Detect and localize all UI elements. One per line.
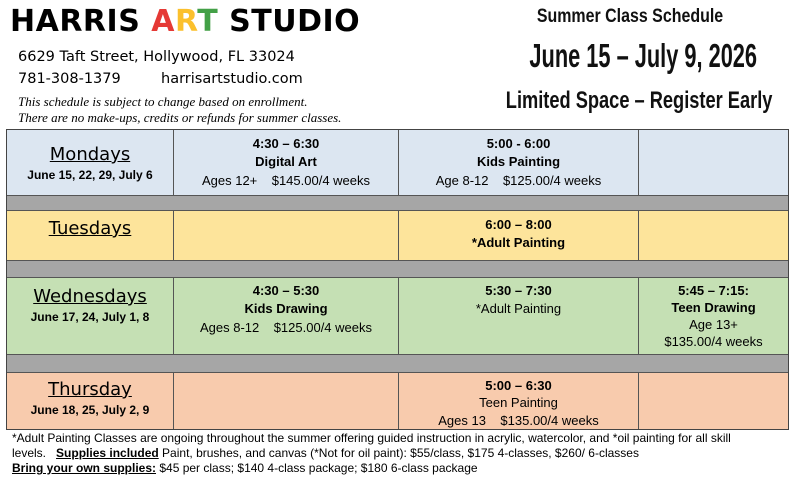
empty-cell — [174, 211, 399, 260]
day-cell-wednesday: Wednesdays June 17, 24, July 1, 8 — [7, 278, 174, 354]
website-link[interactable]: harrisartstudio.com — [161, 71, 303, 87]
header — [0, 0, 794, 128]
day-cell-tuesday: Tuesdays — [7, 211, 174, 260]
byo-supplies-note: Bring your own supplies: $45 per class; $140 4-class package; $180 6-class package — [12, 461, 478, 475]
schedule-title: Summer Class Schedule — [536, 6, 724, 27]
table-row — [7, 278, 788, 354]
row-separator — [7, 354, 788, 373]
empty-cell — [174, 373, 399, 429]
class-cell: 5:00 – 6:30 Teen Painting Ages 13 $135.00/4 weeks — [399, 373, 639, 429]
address: 6629 Taft Street, Hollywood, FL 33024 — [18, 49, 295, 65]
footer-notes — [12, 431, 786, 476]
class-cell: 4:30 – 5:30 Kids Drawing Ages 8-12 $125.00/4 weeks — [174, 278, 399, 354]
row-separator — [7, 195, 788, 211]
class-cell: 5:30 – 7:30 *Adult Painting — [399, 278, 639, 354]
supplies-included-note: levels. Supplies included Paint, brushes, and canvas (*Not for oil paint): $55/class, $175 4-classes, $260/ 6-classes — [12, 446, 639, 460]
register-tagline: Limited Space – Register Early — [505, 87, 773, 114]
class-cell: 4:30 – 6:30 Digital Art Ages 12+ $145.00/4 weeks — [174, 130, 399, 195]
schedule-note: This schedule is subject to change based on enrollment. — [18, 94, 308, 109]
table-row — [7, 130, 788, 195]
class-cell: 5:45 – 7:15: Teen Drawing Age 13+ $135.00/4 weeks — [639, 278, 788, 354]
phone: 781-308-1379 — [18, 71, 121, 87]
empty-cell — [639, 211, 788, 260]
empty-cell — [639, 130, 788, 195]
table-row — [7, 211, 788, 260]
class-cell: 5:00 - 6:00 Kids Painting Age 8-12 $125.00/4 weeks — [399, 130, 639, 195]
class-schedule-table — [6, 129, 789, 430]
table-row — [7, 373, 788, 429]
refund-note: There are no make-ups, credits or refunds for summer classes. — [18, 110, 342, 125]
day-cell-thursday: Thursday June 18, 25, July 2, 9 — [7, 373, 174, 429]
adult-painting-note: *Adult Painting Classes are ongoing throughout the summer offering guided instruction in acrylic, watercolor, and *oil painting for all skill — [12, 431, 731, 445]
empty-cell — [639, 373, 788, 429]
row-separator — [7, 260, 788, 278]
class-cell: 6:00 – 8:00 *Adult Painting — [399, 211, 639, 260]
schedule-dates: June 15 – July 9, 2026 — [529, 37, 758, 74]
day-cell-monday: Mondays June 15, 22, 29, July 6 — [7, 130, 174, 195]
studio-logo: HARRIS ART STUDIO — [10, 4, 361, 39]
